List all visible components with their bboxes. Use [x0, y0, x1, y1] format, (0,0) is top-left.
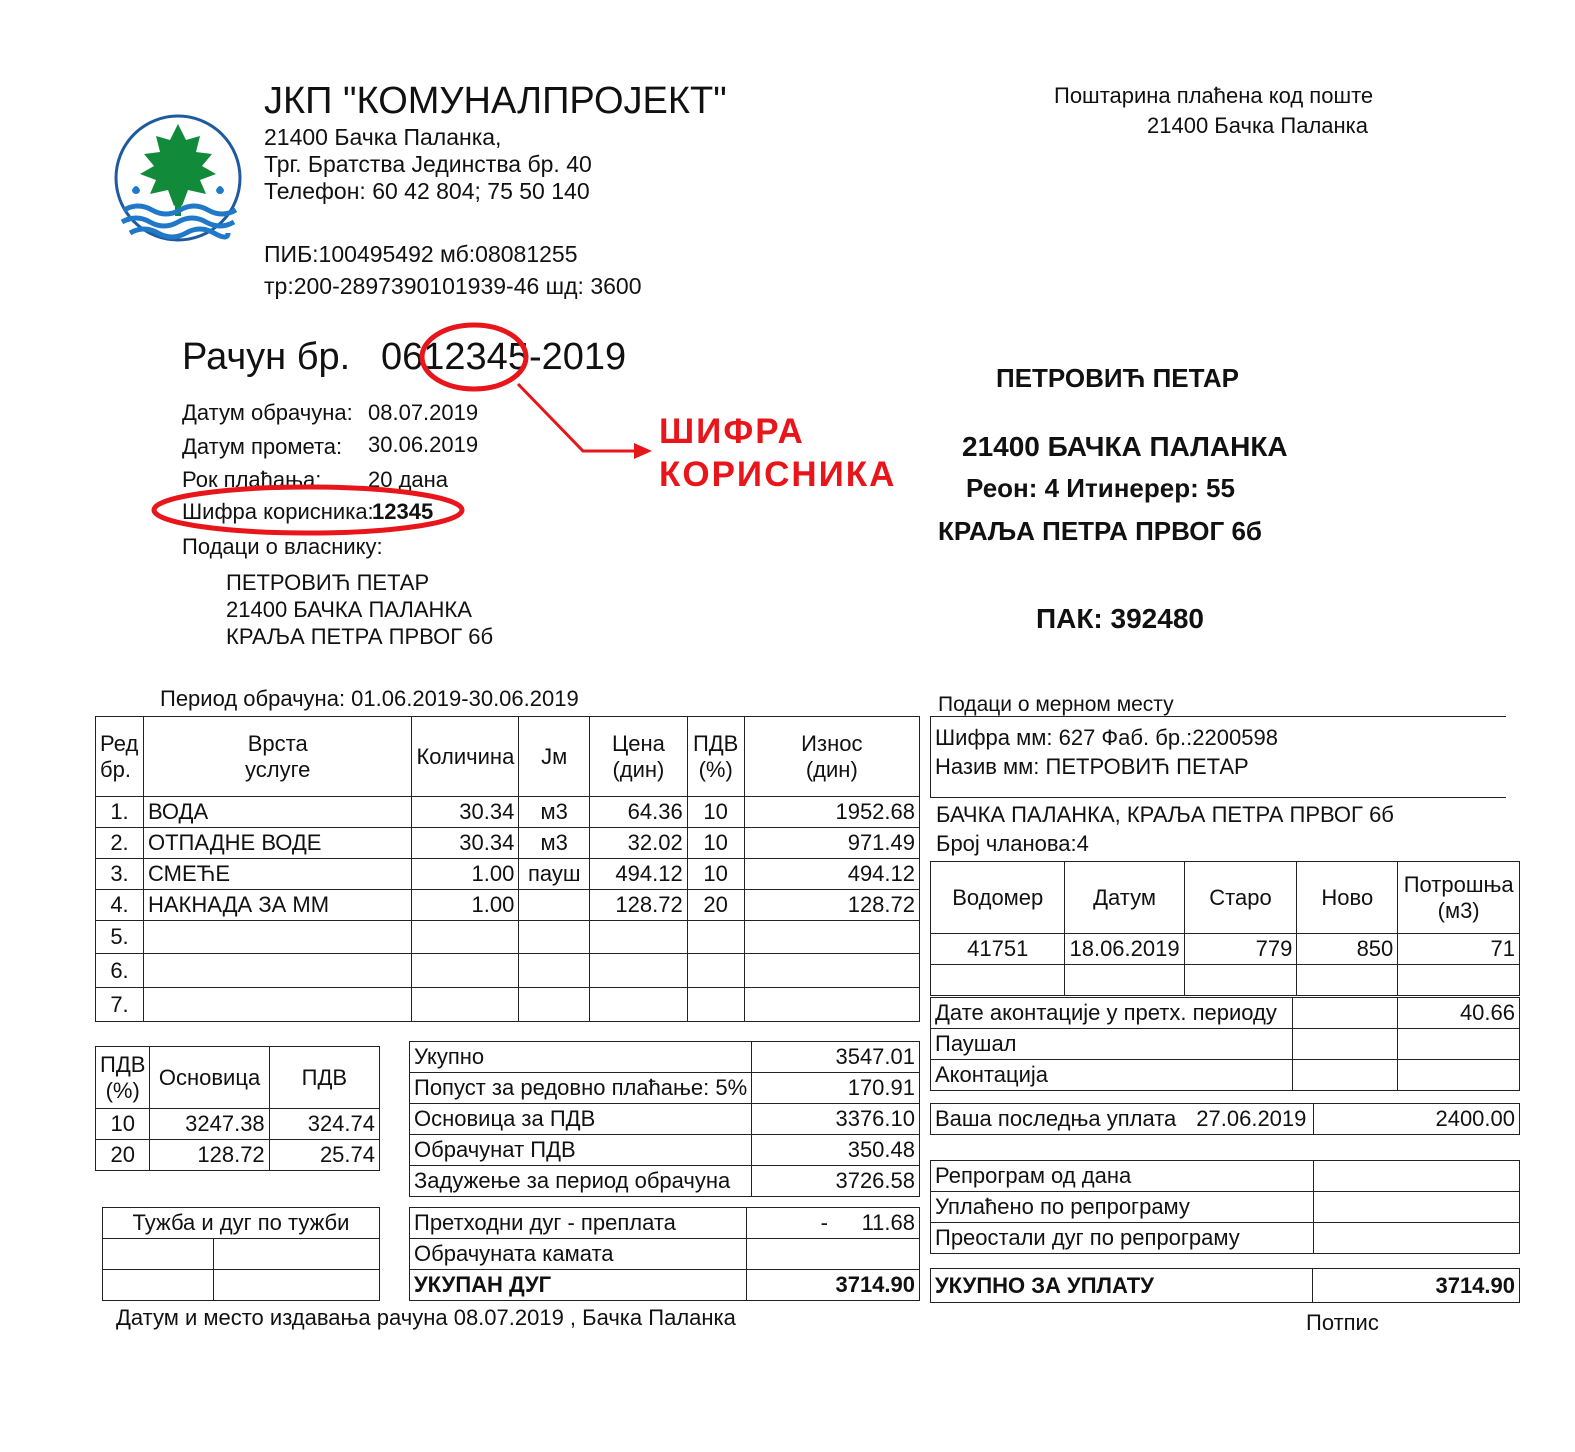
turnover-date: 30.06.2019 — [368, 432, 479, 457]
advances-table — [930, 997, 1520, 1091]
row-amount: 971.49 — [744, 828, 919, 859]
annotation-arrow — [518, 384, 640, 451]
charge-label: Задужење за период обрачуна — [410, 1166, 752, 1197]
turnover-date-label: Датум промета: — [182, 434, 343, 459]
row-unit — [519, 954, 590, 988]
row-no: 3. — [96, 859, 144, 890]
flat-value — [1398, 1029, 1520, 1060]
table-row — [96, 797, 920, 828]
meter-place-title: Подаци о мерном месту — [938, 693, 1174, 716]
members-value: 4 — [1076, 831, 1089, 856]
row-name: ВОДА — [143, 797, 411, 828]
meter-h-new: Ново — [1297, 862, 1398, 934]
row-vat — [687, 954, 744, 988]
recipient-name: ПЕТРОВИЋ ПЕТАР — [996, 363, 1239, 393]
header-no-1: Ред — [100, 730, 139, 756]
row-qty — [412, 921, 519, 954]
invoice-number-prefix: 06 — [381, 336, 424, 378]
table-row — [96, 1140, 380, 1171]
customer-code: 12345 — [372, 499, 434, 524]
customer-code-circle — [154, 487, 462, 533]
discount-value: 170.91 — [752, 1073, 920, 1104]
row-qty: 30.34 — [412, 797, 519, 828]
header-amount-1: Износ — [801, 730, 863, 756]
meter-new: 850 — [1297, 934, 1398, 965]
table-row — [410, 1270, 920, 1301]
vat-base: 3247.38 — [150, 1109, 269, 1140]
signature-label: Потпис — [1306, 1310, 1379, 1335]
postage-line-2: 21400 Бачка Паланка — [1147, 113, 1369, 138]
row-price: 128.72 — [590, 890, 688, 921]
flat-label: Паушал — [931, 1029, 1293, 1060]
row-amount: 1952.68 — [744, 797, 919, 828]
header-type-2: услуге — [245, 756, 311, 782]
meter-name-line: Назив мм: ПЕТРОВИЋ ПЕТАР — [935, 754, 1249, 779]
vat-table — [95, 1046, 380, 1171]
table-row — [931, 965, 1520, 996]
total-debt-label: УКУПАН ДУГ — [410, 1270, 747, 1301]
row-name — [143, 954, 411, 988]
company-account: тр:200-2897390101939-46 шд: 3600 — [264, 273, 642, 299]
header-no — [96, 717, 144, 797]
header-vat-2: (%) — [698, 756, 733, 782]
advance-prev-label: Дате аконтације у претх. периоду — [931, 998, 1293, 1029]
advance-prev-value: 40.66 — [1398, 998, 1520, 1029]
prev-debt-amount: 11.68 — [861, 1210, 915, 1235]
header-type-1: Врста — [247, 730, 308, 756]
services-table — [95, 716, 920, 1022]
header-amount — [744, 717, 919, 797]
owner-street: КРАЉА ПЕТРА ПРВОГ 6б — [226, 624, 494, 649]
table-row — [96, 988, 920, 1022]
row-qty: 30.34 — [412, 828, 519, 859]
base-value: 3376.10 — [752, 1104, 920, 1135]
interest-value — [746, 1239, 919, 1270]
last-payment-label: Ваша последња уплата — [935, 1106, 1177, 1131]
reprogram-table — [930, 1160, 1520, 1254]
row-vat: 20 — [687, 890, 744, 921]
row-price — [590, 921, 688, 954]
lawsuit-cell — [103, 1270, 214, 1301]
last-payment-amount: 2400.00 — [1313, 1104, 1519, 1135]
vat-amount: 324.74 — [269, 1109, 379, 1140]
vat-h-vat: ПДВ — [269, 1047, 379, 1109]
calc-date: 08.07.2019 — [368, 400, 479, 425]
row-vat — [687, 988, 744, 1022]
owner-city: 21400 БАЧКА ПАЛАНКА — [226, 597, 472, 622]
recipient-pak: ПАК: 392480 — [1036, 603, 1204, 634]
row-name: ОТПАДНЕ ВОДЕ — [143, 828, 411, 859]
table-row — [410, 1042, 920, 1073]
table-row — [410, 1073, 920, 1104]
invoice-code-circle — [422, 325, 526, 389]
meter-h-old: Старо — [1184, 862, 1297, 934]
invoice-number-code: 12345 — [423, 336, 529, 378]
meter-h-cons-1: Потрошња — [1403, 871, 1514, 897]
row-qty — [412, 954, 519, 988]
row-unit: м3 — [519, 828, 590, 859]
company-name: ЈКП "КОМУНАЛПРОЈЕКТ" — [264, 80, 727, 122]
meter-table — [930, 861, 1520, 996]
vat-h-rate-2: (%) — [105, 1077, 140, 1103]
row-name: СМЕЋЕ — [143, 859, 411, 890]
lawsuit-cell — [103, 1239, 214, 1270]
row-amount — [744, 954, 919, 988]
row-price — [590, 954, 688, 988]
table-row — [410, 1208, 920, 1239]
last-payment-table — [930, 1103, 1520, 1135]
row-name — [143, 921, 411, 954]
meter-h-meter: Водомер — [931, 862, 1065, 934]
meter-address: БАЧКА ПАЛАНКА, КРАЉА ПЕТРА ПРВОГ 6б — [936, 802, 1394, 827]
annotation-line-2: КОРИСНИКА — [659, 455, 897, 494]
lawsuit-cell — [213, 1239, 379, 1270]
prev-debt-value — [746, 1208, 919, 1239]
lawsuit-table — [102, 1207, 380, 1301]
vat-h-rate-1: ПДВ — [100, 1051, 146, 1077]
row-qty: 1.00 — [412, 859, 519, 890]
header-price-1: Цена — [611, 730, 665, 756]
annotation-line-1: ШИФРА — [659, 412, 805, 451]
charge-value: 3726.58 — [752, 1166, 920, 1197]
interest-label: Обрачуната камата — [410, 1239, 747, 1270]
row-vat: 10 — [687, 797, 744, 828]
members-line — [936, 831, 1089, 857]
pay-total-table — [930, 1268, 1520, 1303]
pay-total-label: УКУПНО ЗА УПЛАТУ — [931, 1269, 1313, 1303]
row-price — [590, 988, 688, 1022]
table-row — [410, 1104, 920, 1135]
total-label: Укупно — [410, 1042, 752, 1073]
meter-date: 18.06.2019 — [1065, 934, 1184, 965]
row-vat: 10 — [687, 828, 744, 859]
row-price: 64.36 — [590, 797, 688, 828]
invoice-number-year: 2019 — [541, 336, 627, 378]
prev-debt-sign: - — [820, 1210, 828, 1235]
meter-place-box — [930, 716, 1506, 798]
row-no: 4. — [96, 890, 144, 921]
vat-header-row — [96, 1047, 380, 1109]
row-qty — [412, 988, 519, 1022]
last-payment-cell — [931, 1104, 1314, 1135]
table-row — [931, 1104, 1520, 1135]
meter-h-consumption — [1398, 862, 1520, 934]
table-row — [96, 921, 920, 954]
meter-header-row — [931, 862, 1520, 934]
table-row — [96, 828, 920, 859]
row-amount: 494.12 — [744, 859, 919, 890]
reprogram-paid-label: Уплаћено по репрограму — [931, 1192, 1314, 1223]
table-row — [96, 890, 920, 921]
table-row — [96, 1109, 380, 1140]
table-row — [931, 998, 1520, 1029]
last-payment-date: 27.06.2019 — [1196, 1106, 1307, 1131]
advance-label: Аконтација — [931, 1060, 1293, 1091]
services-header-row — [96, 717, 920, 797]
totals-table — [409, 1041, 920, 1197]
row-price: 494.12 — [590, 859, 688, 890]
advance-value — [1398, 1060, 1520, 1091]
table-row — [931, 1192, 1520, 1223]
row-unit — [519, 890, 590, 921]
table-row — [931, 1029, 1520, 1060]
company-address-1: 21400 Бачка Паланка, — [264, 124, 502, 150]
header-vat-1: ПДВ — [692, 730, 739, 756]
header-type — [143, 717, 411, 797]
row-no: 1. — [96, 797, 144, 828]
row-no: 2. — [96, 828, 144, 859]
vat-rate: 10 — [96, 1109, 150, 1140]
reprogram-from-label: Репрограм од дана — [931, 1161, 1314, 1192]
row-vat — [687, 921, 744, 954]
customer-code-label: Шифра корисника: — [182, 499, 374, 524]
reprogram-remaining-label: Преостали дуг по репрограму — [931, 1223, 1314, 1254]
row-unit — [519, 988, 590, 1022]
vat-h-rate — [96, 1047, 150, 1109]
owner-name: ПЕТРОВИЋ ПЕТАР — [226, 570, 430, 595]
lawsuit-cell — [213, 1270, 379, 1301]
row-unit: пауш — [519, 859, 590, 890]
vat-label: Обрачунат ПДВ — [410, 1135, 752, 1166]
table-row — [931, 1161, 1520, 1192]
meter-h-date: Датум — [1065, 862, 1184, 934]
meter-code-line: Шифра мм: 627 Фаб. бр.:2200598 — [935, 725, 1278, 750]
header-price-2: (дин) — [612, 756, 665, 782]
lawsuit-title: Тужба и дуг по тужби — [103, 1208, 380, 1239]
billing-period: Период обрачуна: 01.06.2019-30.06.2019 — [160, 686, 579, 711]
total-value: 3547.01 — [752, 1042, 920, 1073]
row-no: 5. — [96, 921, 144, 954]
header-price — [590, 717, 688, 797]
recipient-street: КРАЉА ПЕТРА ПРВОГ 6б — [938, 516, 1262, 546]
total-debt-value: 3714.90 — [746, 1270, 919, 1301]
vat-amount: 25.74 — [269, 1140, 379, 1171]
issue-date-place: Датум и место издавања рачуна 08.07.2019 , Бачка Паланка — [116, 1305, 736, 1330]
row-amount: 128.72 — [744, 890, 919, 921]
header-no-2: бр. — [100, 756, 131, 782]
debt-table — [409, 1207, 920, 1301]
table-row — [931, 934, 1520, 965]
row-unit — [519, 921, 590, 954]
recipient-city: 21400 БАЧКА ПАЛАНКА — [962, 431, 1288, 462]
header-unit: Јм — [519, 717, 590, 797]
row-name — [143, 988, 411, 1022]
table-row — [96, 954, 920, 988]
invoice-number-sep: - — [528, 336, 542, 378]
company-address-2: Трг. Братства Јединства бр. 40 — [264, 151, 592, 177]
postage-line-1: Поштарина плаћена код поште — [1054, 83, 1374, 108]
table-row — [410, 1239, 920, 1270]
table-row — [410, 1135, 920, 1166]
vat-h-base: Основица — [150, 1047, 269, 1109]
header-qty: Количина — [412, 717, 519, 797]
owner-label: Подаци о власнику: — [182, 534, 383, 559]
base-label: Основица за ПДВ — [410, 1104, 752, 1135]
meter-old: 779 — [1184, 934, 1297, 965]
due-value: 20 дана — [368, 467, 449, 492]
recipient-region: Реон: 4 Итинерер: 55 — [966, 473, 1235, 503]
row-vat: 10 — [687, 859, 744, 890]
table-row — [410, 1166, 920, 1197]
calc-date-label: Датум обрачуна: — [182, 400, 353, 425]
company-pib: ПИБ:100495492 мб:08081255 — [264, 241, 578, 267]
invoice-label: Рачун бр. — [182, 336, 351, 378]
row-no: 7. — [96, 988, 144, 1022]
due-label: Рок плаћања: — [182, 467, 322, 492]
meter-h-cons-2: (м3) — [1437, 897, 1480, 923]
row-unit: м3 — [519, 797, 590, 828]
vat-rate: 20 — [96, 1140, 150, 1171]
row-price: 32.02 — [590, 828, 688, 859]
vat-value: 350.48 — [752, 1135, 920, 1166]
header-vat — [687, 717, 744, 797]
members-label: Број чланова: — [936, 831, 1077, 856]
row-amount — [744, 921, 919, 954]
row-name: НАКНАДА ЗА ММ — [143, 890, 411, 921]
meter-consumption: 71 — [1398, 934, 1520, 965]
company-phone: Телефон: 60 42 804; 75 50 140 — [264, 178, 590, 204]
row-no: 6. — [96, 954, 144, 988]
table-row — [931, 1269, 1520, 1303]
meter-id: 41751 — [931, 934, 1065, 965]
discount-label: Попуст за редовно плаћање: 5% — [410, 1073, 752, 1104]
row-qty: 1.00 — [412, 890, 519, 921]
header-amount-2: (дин) — [805, 756, 858, 782]
annotation-arrowhead — [634, 443, 652, 459]
table-row — [96, 859, 920, 890]
vat-base: 128.72 — [150, 1140, 269, 1171]
prev-debt-label: Претходни дуг - преплата — [410, 1208, 747, 1239]
table-row — [931, 1223, 1520, 1254]
row-amount — [744, 988, 919, 1022]
pay-total-amount: 3714.90 — [1313, 1269, 1520, 1303]
table-row — [931, 1060, 1520, 1091]
